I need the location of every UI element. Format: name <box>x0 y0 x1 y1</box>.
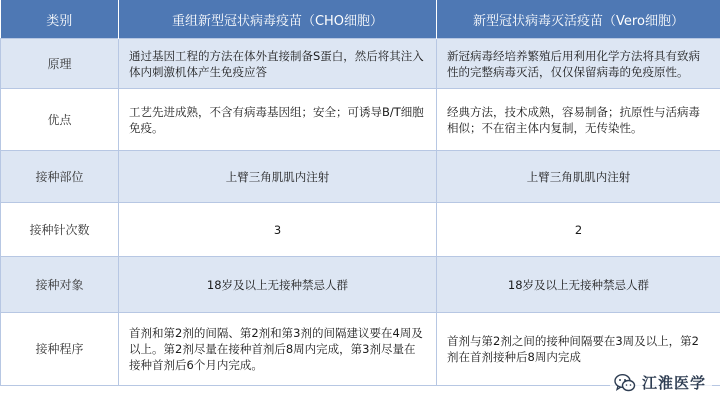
table-row-principle <box>1 39 720 89</box>
cell-recombinant: 工艺先进成熟，不含有病毒基因组；安全；可诱导B/T细胞免疫。 <box>119 89 437 151</box>
cell-inactivated: 18岁及以上无接种禁忌人群 <box>437 257 720 313</box>
row-label: 接种针次数 <box>1 203 119 257</box>
table-row-advantages <box>1 89 720 151</box>
watermark-text: 江淮医学 <box>641 374 706 392</box>
watermark <box>610 370 712 395</box>
cell-inactivated: 经典方法，技术成熟，容易制备；抗原性与活病毒相似；不在宿主体内复制，无传染性。 <box>437 89 720 151</box>
wechat-icon <box>614 373 636 393</box>
cell-inactivated: 2 <box>437 203 720 257</box>
row-label: 优点 <box>1 89 119 151</box>
table-row-site <box>1 151 720 203</box>
cell-inactivated: 上臂三角肌肌内注射 <box>437 151 720 203</box>
row-label: 接种部位 <box>1 151 119 203</box>
table-header-row <box>1 0 720 39</box>
cell-recombinant: 通过基因工程的方法在体外直接制备S蛋白，然后将其注入体内刺激机体产生免疫应答 <box>119 39 437 89</box>
cell-inactivated: 首剂与第2剂之间的接种间隔要在3周及以上，第2剂在首剂接种后8周内完成 <box>437 313 720 386</box>
header-category: 类别 <box>1 0 119 39</box>
cell-inactivated: 新冠病毒经培养繁殖后用利用化学方法将具有致病性的完整病毒灭活，仅仅保留病毒的免疫原性。 <box>437 39 720 89</box>
header-recombinant-vaccine: 重组新型冠状病毒疫苗（CHO细胞） <box>119 0 437 39</box>
cell-recombinant: 3 <box>119 203 437 257</box>
row-label: 接种程序 <box>1 313 119 386</box>
row-label: 原理 <box>1 39 119 89</box>
header-inactivated-vaccine: 新型冠状病毒灭活疫苗（Vero细胞） <box>437 0 720 39</box>
cell-recombinant: 18岁及以上无接种禁忌人群 <box>119 257 437 313</box>
cell-recombinant: 首剂和第2剂的间隔、第2剂和第3剂的间隔建议要在4周及以上。第2剂尽量在接种首剂后8周内完成，第3剂尽量在接种首剂后6个月内完成。 <box>119 313 437 386</box>
cell-recombinant: 上臂三角肌肌内注射 <box>119 151 437 203</box>
row-label: 接种对象 <box>1 257 119 313</box>
table-row-doses <box>1 203 720 257</box>
table-row-target-group <box>1 257 720 313</box>
